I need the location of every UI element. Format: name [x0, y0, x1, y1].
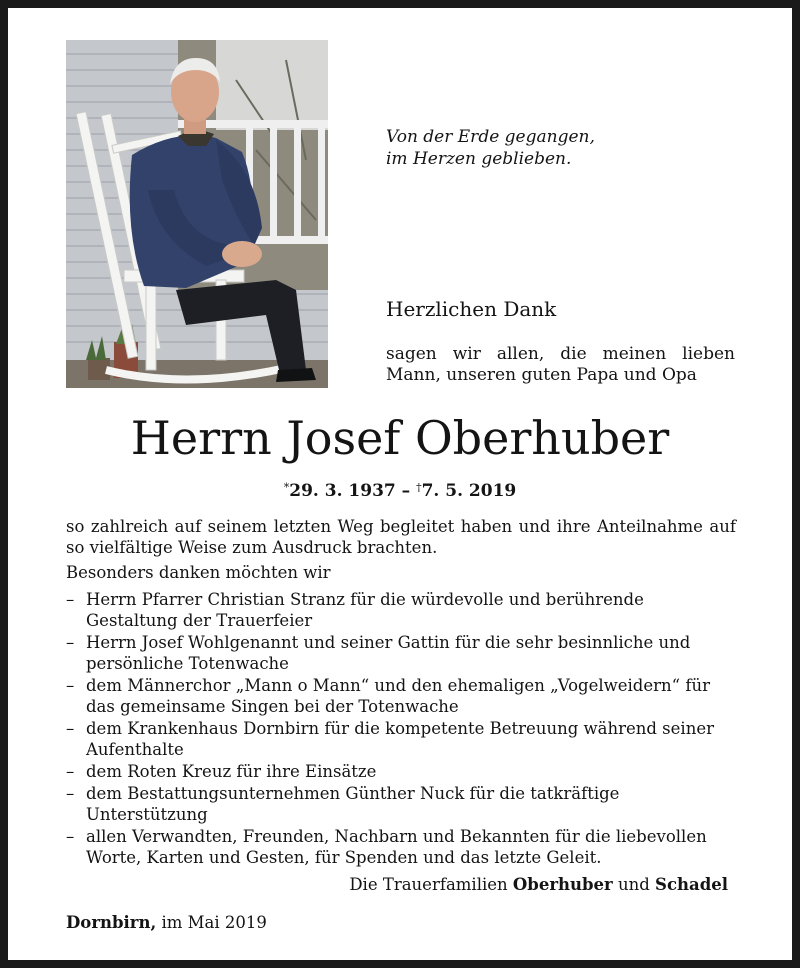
birth-date: 29. 3. 1937 — [289, 481, 396, 501]
memorial-quote — [386, 126, 746, 170]
list-item — [66, 761, 736, 782]
deceased-name: Herrn Josef Oberhuber — [130, 411, 670, 465]
thanks-text: sagen wir allen, die meinen lieben Mann, unseren guten Papa und Opa — [386, 344, 735, 385]
dash-bullet: – — [66, 590, 75, 609]
list-item — [66, 718, 736, 760]
dash-bullet: – — [66, 633, 75, 652]
signature-joiner: und — [612, 875, 656, 894]
signature-prefix: Die Trauerfamilien — [349, 875, 513, 894]
list-item — [66, 826, 736, 868]
list-item-text: dem Bestattungsunternehmen Günther Nuck für die tatkräftige Unterstützung — [86, 784, 620, 824]
family-signature — [349, 874, 728, 896]
family-name-oberhuber: Oberhuber — [512, 875, 613, 894]
list-item-text: dem Männerchor „Mann o Mann“ und den ehemaligen „Vogelweidern“ für das gemeinsame Singen bei der Totenwache — [86, 676, 710, 716]
list-item-text: dem Krankenhaus Dornbirn für die kompetente Betreuung während seiner Aufenthalte — [86, 719, 714, 759]
place-city: Dornbirn, — [66, 913, 157, 932]
quote-line-2: im Herzen geblieben. — [386, 149, 572, 169]
list-item-text: allen Verwandten, Freunden, Nachbarn und Bekannten für die liebevollen Worte, Karten und Gesten, für Spenden und das letzte Geleit. — [86, 827, 707, 867]
list-item-text: Herrn Pfarrer Christian Stranz für die würdevolle und berührende Gestaltung der Trauerfeier — [86, 590, 644, 630]
list-item — [66, 783, 736, 825]
birth-symbol: * — [283, 481, 290, 494]
place-date: im Mai 2019 — [156, 913, 267, 932]
list-item — [66, 632, 736, 674]
death-symbol: † — [416, 481, 422, 494]
intro-paragraph: so zahlreich auf seinem letzten Weg begleitet haben und ihre Anteilnahme auf so vielfältige Weise zum Ausdruck brachten. — [66, 517, 736, 557]
death-date: 7. 5. 2019 — [421, 481, 517, 501]
dash-bullet: – — [66, 676, 75, 695]
dash-bullet: – — [66, 784, 75, 803]
place-and-date — [66, 912, 267, 934]
acknowledgement-body — [66, 516, 736, 869]
date-separator: – — [395, 481, 417, 501]
family-name-schadel: Schadel — [655, 875, 728, 894]
thanks-heading: Herzlichen Dank — [386, 297, 557, 321]
life-dates — [8, 477, 792, 502]
dash-bullet: – — [66, 719, 75, 738]
thanks-list — [66, 589, 736, 868]
besonders-line: Besonders danken möchten wir — [66, 563, 331, 582]
dash-bullet: – — [66, 827, 75, 846]
list-item — [66, 675, 736, 717]
list-item — [66, 589, 736, 631]
quote-line-1: Von der Erde gegangen, — [386, 127, 595, 147]
dash-bullet: – — [66, 762, 75, 781]
portrait-photo — [66, 40, 328, 388]
list-item-text: dem Roten Kreuz für ihre Einsätze — [86, 762, 377, 781]
list-item-text: Herrn Josef Wohlgenannt und seiner Gattin für die sehr besinnliche und persönliche Totenwache — [86, 633, 691, 673]
